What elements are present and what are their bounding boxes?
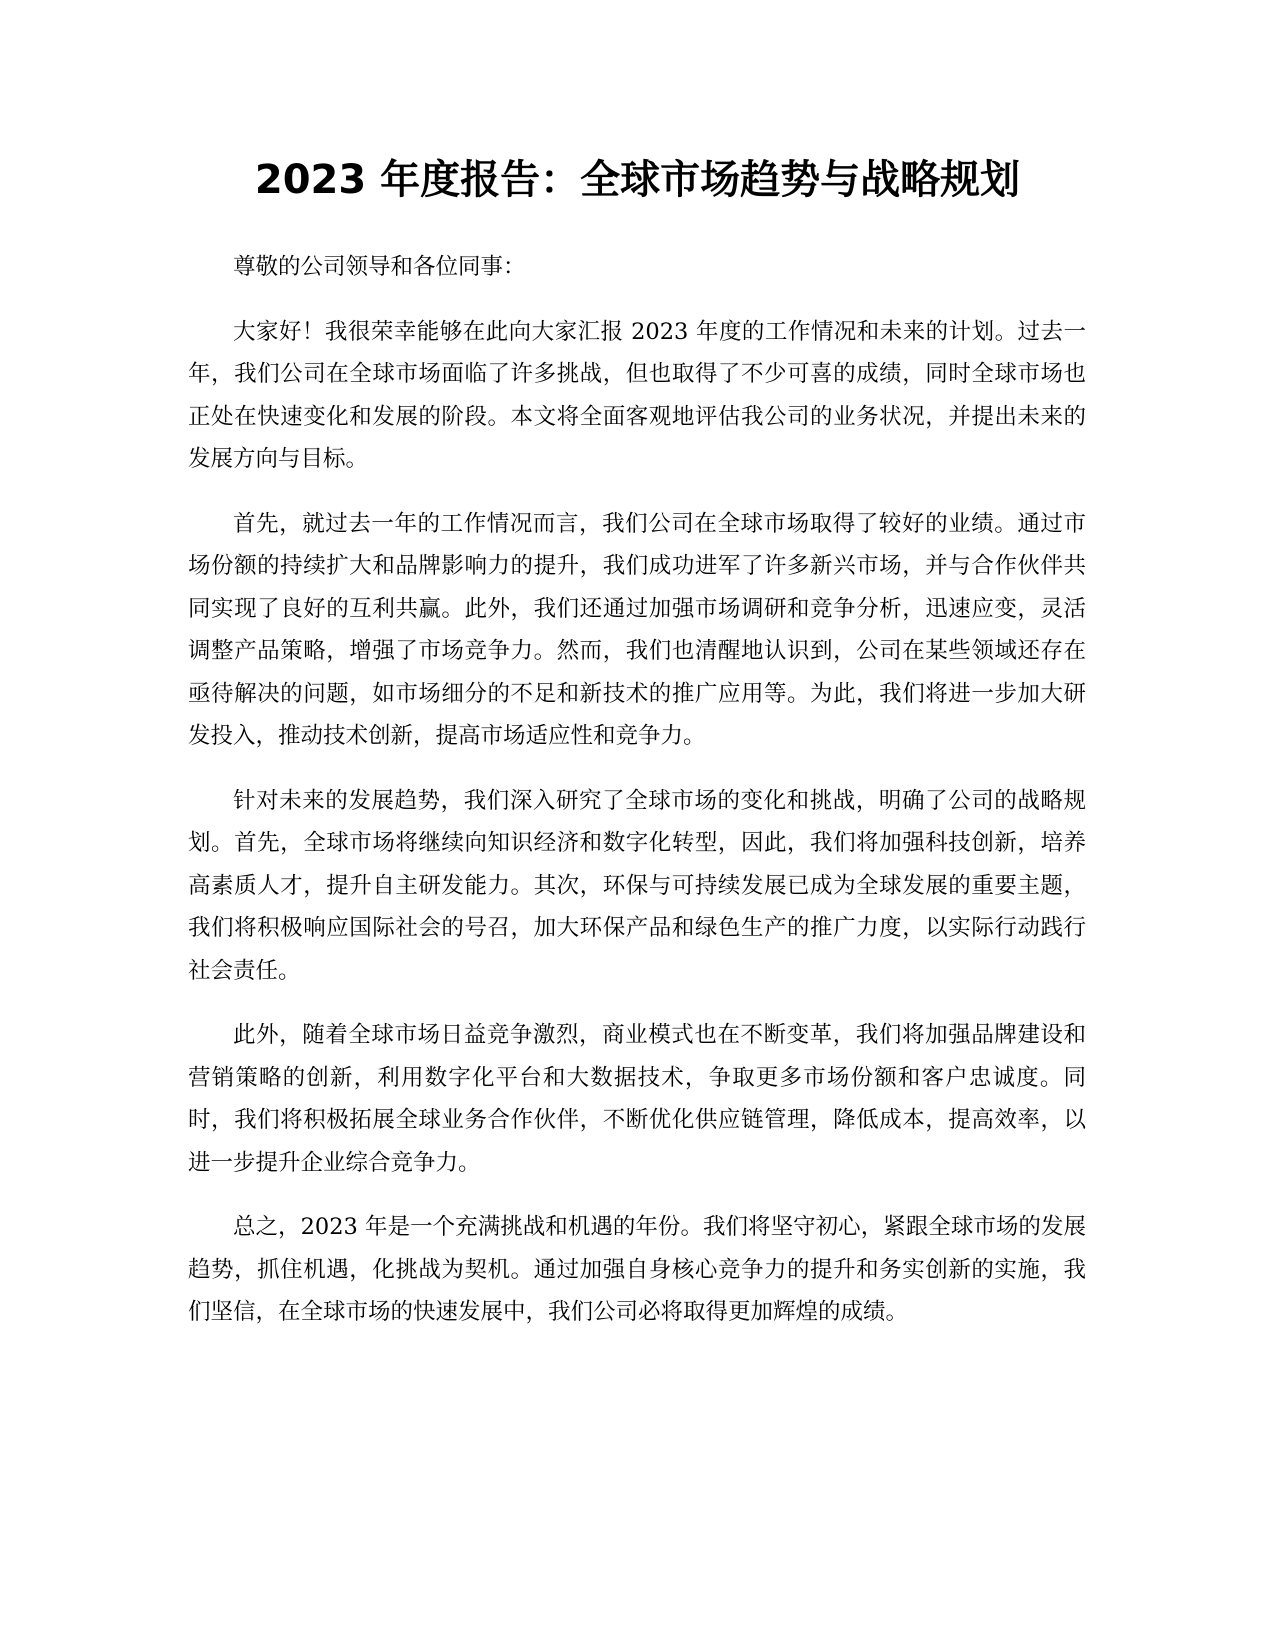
- document-title: 2023 年度报告：全球市场趋势与战略规划: [254, 157, 1021, 203]
- paragraph-competition: 此外，随着全球市场日益竞争激烈，商业模式也在不断变革，我们将加强品牌建设和营销策略的创新，利用数字化平台和大数据技术，争取更多市场份额和客户忠诚度。同时，我们将积极拓展全球业务合作伙伴，不断优化供应链管理，降低成本，提高效率，以进一步提升企业综合竞争力。: [188, 1022, 1086, 1176]
- paragraph-future-strategy: 针对未来的发展趋势，我们深入研究了全球市场的变化和挑战，明确了公司的战略规划。首先，全球市场将继续向知识经济和数字化转型，因此，我们将加强科技创新，培养高素质人才，提升自主研发能力。其次，环保与可持续发展已成为全球发展的重要主题，我们将积极响应国际社会的号召，加大环保产品和绿色生产的推广力度，以实际行动践行社会责任。: [188, 787, 1086, 984]
- salutation: 尊敬的公司领导和各位同事：: [233, 254, 526, 280]
- paragraph-intro: 大家好！我很荣幸能够在此向大家汇报 2023 年度的工作情况和未来的计划。过去一年，我们公司在全球市场面临了许多挑战，但也取得了不少可喜的成绩，同时全球市场也正处在快速变化和发展的阶段。本文将全面客观地评估我公司的业务状况，并提出未来的发展方向与目标。: [188, 318, 1086, 472]
- document-body: [188, 246, 1086, 1356]
- paragraph-past-performance: 首先，就过去一年的工作情况而言，我们公司在全球市场取得了较好的业绩。通过市场份额的持续扩大和品牌影响力的提升，我们成功进军了许多新兴市场，并与合作伙伴共同实现了良好的互利共赢。此外，我们还通过加强市场调研和竞争分析，迅速应变，灵活调整产品策略，增强了市场竞争力。然而，我们也清醒地认识到，公司在某些领域还存在亟待解决的问题，如市场细分的不足和新技术的推广应用等。为此，我们将进一步加大研发投入，推动技术创新，提高市场适应性和竞争力。: [188, 510, 1086, 749]
- paragraph-conclusion: 总之，2023 年是一个充满挑战和机遇的年份。我们将坚守初心，紧跟全球市场的发展趋势，抓住机遇，化挑战为契机。通过加强自身核心竞争力的提升和务实创新的实施，我们坚信，在全球市场的快速发展中，我们公司必将取得更加辉煌的成绩。: [188, 1214, 1086, 1325]
